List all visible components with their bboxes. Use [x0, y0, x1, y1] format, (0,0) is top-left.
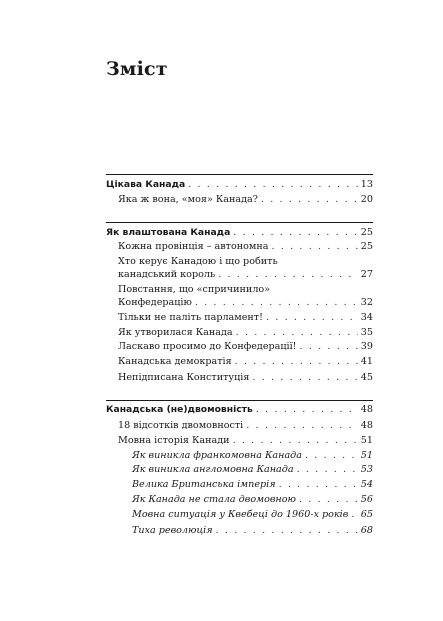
toc-subentry[interactable] [132, 525, 373, 537]
toc-entry-title: Як утворилася Канада [118, 327, 233, 338]
toc-entry[interactable] [118, 420, 373, 432]
toc-entry[interactable] [118, 194, 373, 206]
toc-section-title: Цікава Канада [106, 179, 186, 190]
dot-leader [297, 464, 358, 476]
toc-page-number: 51 [360, 435, 373, 446]
dot-leader [233, 227, 357, 239]
toc-entry[interactable] [118, 241, 373, 253]
dot-leader [305, 450, 358, 462]
toc-entry-title: Ласкаво просимо до Конфедерації! [118, 341, 297, 352]
page-title: Зміст [106, 58, 168, 80]
toc-entry-title: Кожна провінція – автономна [118, 241, 269, 252]
dot-leader [300, 341, 358, 353]
dot-leader [236, 327, 358, 339]
toc-subentry-title: Велика Британська імперія [132, 479, 276, 490]
toc-entry[interactable] [118, 435, 373, 447]
toc-entry-title: 18 відсотків двомовності [118, 420, 244, 431]
toc-page-number: 20 [360, 194, 373, 205]
toc-page-number: 34 [360, 312, 373, 323]
toc-page-number: 56 [360, 494, 373, 505]
toc-subentry[interactable] [132, 464, 373, 476]
toc-subentry-title: Мовна ситуація у Квебеці до 1960-х років [132, 509, 349, 520]
dot-leader [266, 312, 358, 324]
dot-leader [235, 356, 358, 368]
toc-subentry-title: Як виникла англомовна Канада [132, 464, 294, 475]
toc-entry-title: Непідписана Конституція [118, 372, 250, 383]
toc-subentry-title: Тиха революція [132, 525, 213, 536]
dot-leader [233, 435, 358, 447]
toc-entry[interactable] [118, 312, 373, 324]
toc-entry-title: Яка ж вона, «моя» Канада? [118, 194, 258, 205]
toc-page-number: 32 [360, 297, 373, 308]
toc-page-number: 45 [360, 372, 373, 383]
toc-subentry-title: Як виникла франкомовна Канада [132, 450, 302, 461]
toc-page-number: 48 [360, 420, 373, 431]
toc-entry[interactable] [118, 356, 373, 368]
toc-entry-title: канадський король [118, 269, 216, 280]
dot-leader [299, 494, 358, 506]
toc-page-number: 41 [360, 356, 373, 367]
dot-leader [216, 525, 358, 537]
toc-page-number: 65 [360, 509, 373, 520]
toc-entry[interactable] [118, 297, 373, 309]
toc-page-number: 13 [360, 179, 373, 190]
toc-entry[interactable] [118, 269, 373, 281]
toc-entry-title: Канадська демократія [118, 356, 232, 367]
dot-leader [261, 194, 358, 206]
toc-subentry[interactable] [132, 509, 373, 521]
toc-page-number: 27 [360, 269, 373, 280]
toc-subentry-title: Як Канада не стала двомовною [132, 494, 296, 505]
toc-page-number: 54 [360, 479, 373, 490]
section-divider [106, 174, 373, 175]
toc-page-number: 25 [360, 227, 373, 238]
toc-section-title: Як влаштована Канада [106, 227, 231, 238]
dot-leader [272, 241, 358, 253]
toc-entry[interactable] [118, 372, 373, 384]
toc-page-number: 68 [360, 525, 373, 536]
dot-leader [256, 404, 358, 416]
toc-entry-first-line: Хто керує Канадою і що робить [118, 256, 278, 267]
dot-leader [218, 269, 358, 281]
section-divider [106, 400, 373, 401]
toc-entry-first-line: Повстання, що «спричинило» [118, 284, 271, 295]
toc-entry-title: Тільки не паліть парламент! [118, 312, 263, 323]
toc-page-number: 48 [360, 404, 373, 415]
dot-leader [188, 179, 358, 191]
toc-entry-title: Конфедерацію [118, 297, 192, 308]
toc-entry[interactable] [118, 341, 373, 353]
toc-page-number: 51 [360, 450, 373, 461]
toc-subentry[interactable] [132, 450, 373, 462]
dot-leader [246, 420, 358, 432]
toc-entry[interactable] [118, 327, 373, 339]
toc-subentry[interactable] [132, 494, 373, 506]
section-divider [106, 222, 373, 223]
toc-page-number: 35 [360, 327, 373, 338]
toc-page-number: 53 [360, 464, 373, 475]
toc-section-entry[interactable] [106, 179, 373, 191]
toc-page-number: 39 [360, 341, 373, 352]
dot-leader [252, 372, 357, 384]
dot-leader [195, 297, 358, 309]
toc-section-entry[interactable] [106, 404, 373, 416]
dot-leader [279, 479, 358, 491]
toc-subentry[interactable] [132, 479, 373, 491]
toc-section-title: Канадська (не)двомовність [106, 404, 253, 415]
toc-page-number: 25 [360, 241, 373, 252]
dot-leader [351, 509, 357, 521]
toc-entry-title: Мовна історія Канади [118, 435, 230, 446]
toc-section-entry[interactable] [106, 227, 373, 239]
